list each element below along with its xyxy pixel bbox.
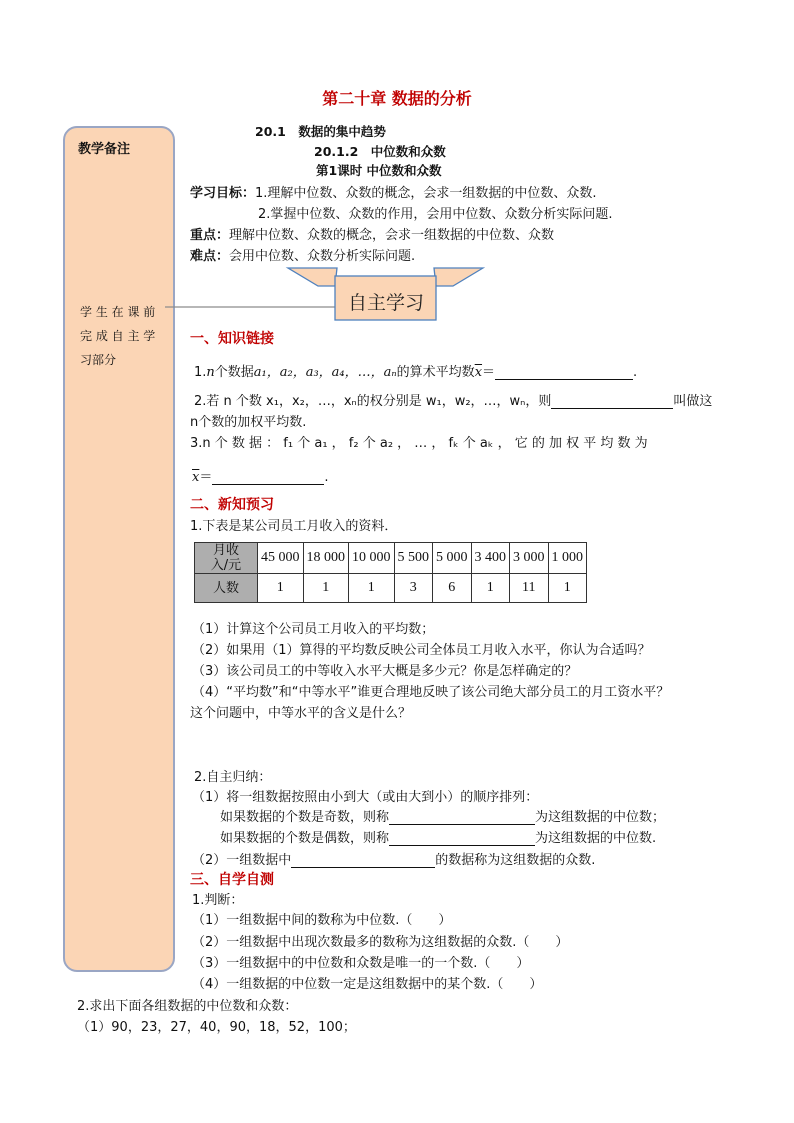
income-cell: 1 000 — [548, 543, 587, 574]
judge-item: （3）一组数据中的中位数和众数是唯一的一个数.（ ） — [192, 956, 530, 971]
question-item: （1）计算这个公司员工月收入的平均数； — [192, 622, 435, 637]
q2-tail: 叫做这 — [673, 394, 713, 409]
objectives-line1 — [190, 182, 597, 201]
mode-post: 的数据称为这组数据的众数. — [435, 853, 596, 868]
table-row — [195, 574, 587, 603]
objectives-label: 学习目标： — [190, 186, 256, 201]
key-text: 理解中位数、众数的概念，会求一组数据的中位数、众数 — [229, 228, 555, 243]
income-cell: 5 500 — [394, 543, 433, 574]
even-blank[interactable] — [389, 831, 535, 846]
count-cell: 1 — [471, 574, 510, 603]
sidebar-note-line: 学 生 在 课 前 — [80, 305, 156, 319]
q1-prefix: 1. — [194, 365, 207, 380]
part1-heading: 一、知识链接 — [190, 331, 274, 347]
count-cell: 1 — [258, 574, 304, 603]
summary-item: （1）将一组数据按照由小到大（或由大到小）的顺序排列： — [192, 790, 539, 805]
part3-heading: 三、自学自测 — [190, 872, 274, 888]
income-cell: 3 400 — [471, 543, 510, 574]
difficulty-label: 难点： — [190, 249, 230, 264]
part1-q2 — [194, 390, 712, 409]
calc-item: （1）90，23，27，40，90，18，52，100； — [77, 1020, 356, 1035]
question-item: （2）如果用（1）算得的平均数反映公司全体员工月收入水平，你认为合适吗？ — [192, 643, 651, 658]
q1-end: . — [633, 365, 638, 380]
sidebar-heading: 教学备注 — [78, 142, 131, 157]
q3-blank[interactable] — [212, 470, 324, 485]
objective-item: 1.理解中位数、众数的概念，会求一组数据的中位数、众数. — [255, 186, 597, 201]
q2-blank[interactable] — [551, 394, 673, 409]
q1-eq: ＝ — [482, 365, 496, 380]
objective-item: 2.掌握中位数、众数的作用，会用中位数、众数分析实际问题. — [258, 207, 613, 222]
q3-xbar: $\overline{x}$ — [192, 470, 200, 485]
table-header-cell — [195, 543, 258, 574]
income-cell: 10 000 — [349, 543, 395, 574]
summary-title: 2.自主归纳： — [194, 770, 272, 785]
sidebar-note-line: 习部分 — [80, 353, 117, 367]
count-cell: 6 — [433, 574, 472, 603]
lesson-heading: 第1课时 中位数和众数 — [316, 163, 442, 178]
sidebar-panel — [63, 126, 175, 972]
odd-post: 为这组数据的中位数； — [535, 810, 666, 825]
part1-q2-line2: n个数的加权平均数. — [190, 415, 307, 430]
count-cell: 3 — [394, 574, 433, 603]
sidebar-note-line: 完 成 自 主 学 — [80, 329, 156, 343]
section-heading: 20.1 数据的集中趋势 — [255, 124, 386, 139]
q1-xbar: $\overline{x}$ — [474, 365, 483, 380]
q1-suffix: 的算术平均数 — [396, 365, 475, 380]
income-cell: 3 000 — [510, 543, 549, 574]
judge-item: （2）一组数据中出现次数最多的数称为这组数据的众数.（ ） — [192, 935, 569, 950]
ribbon-right-icon — [434, 268, 483, 286]
q2-text: 2.若 n 个数 x₁，x₂，…，xₙ的权分别是 w₁，w₂，…，wₙ，则 — [194, 394, 552, 409]
part1-q3: 3.n 个 数 据 ： f₁ 个 a₁ ， f₂ 个 a₂ ， … ， fₖ 个 aₖ ， 它 的 加 权 平 均 数 为 — [190, 436, 648, 451]
count-cell: 1 — [303, 574, 349, 603]
q1-list: a₁，a₂，a₃，a₄，…，aₙ — [253, 365, 397, 380]
summary-mode — [192, 849, 595, 868]
q1-n: n — [206, 365, 215, 380]
income-cell: 5 000 — [433, 543, 472, 574]
part2-intro: 1.下表是某公司员工月收入的资料． — [190, 519, 398, 534]
banner-text: 自主学习 — [347, 292, 424, 314]
odd-blank[interactable] — [389, 810, 535, 825]
even-pre: 如果数据的个数是偶数，则称 — [220, 831, 390, 846]
page-title: 第二十章 数据的分析 — [322, 89, 472, 108]
mode-blank[interactable] — [291, 853, 435, 868]
part1-q3-line2 — [192, 466, 329, 485]
sidebar-note — [80, 300, 155, 372]
summary-odd — [220, 806, 665, 825]
mode-pre: （2）一组数据中 — [192, 853, 292, 868]
income-cell: 18 000 — [303, 543, 349, 574]
calc-title: 2.求出下面各组数据的中位数和众数： — [77, 999, 298, 1014]
count-cell: 11 — [510, 574, 549, 603]
key-label: 重点： — [190, 228, 230, 243]
question-item: 这个问题中，中等水平的含义是什么？ — [190, 706, 412, 721]
question-item: （4）“平均数”和“中等水平”谁更合理地反映了该公司绝大部分员工的月工资水平？ — [192, 685, 670, 700]
summary-even — [220, 827, 656, 846]
judge-title: 1.判断： — [192, 893, 244, 908]
table-row — [195, 543, 587, 574]
even-post: 为这组数据的中位数. — [535, 831, 657, 846]
subsection-heading: 20.1.2 中位数和众数 — [314, 144, 446, 159]
income-cell: 45 000 — [258, 543, 304, 574]
q1-text: 个数据 — [214, 365, 254, 380]
q1-blank[interactable] — [495, 365, 633, 380]
banner-graphic — [165, 262, 485, 326]
header-line: 入/元 — [210, 558, 242, 573]
count-cell: 1 — [548, 574, 587, 603]
count-cell: 1 — [349, 574, 395, 603]
ribbon-left-icon — [288, 268, 337, 286]
part1-q1 — [194, 361, 637, 380]
income-table — [194, 542, 587, 603]
q3-end: . — [324, 470, 329, 485]
judge-item: （1）一组数据中间的数称为中位数.（ ） — [192, 913, 452, 928]
q3-eq: ＝ — [199, 470, 213, 485]
judge-item: （4）一组数据的中位数一定是这组数据中的某个数.（ ） — [192, 977, 543, 992]
difficulty-text: 会用中位数、众数分析实际问题. — [229, 249, 416, 264]
question-item: （3）该公司员工的中等收入水平大概是多少元？你是怎样确定的？ — [192, 664, 578, 679]
count-label-cell: 人数 — [195, 574, 258, 603]
key-point — [190, 224, 554, 243]
part2-heading: 二、新知预习 — [190, 497, 274, 513]
odd-pre: 如果数据的个数是奇数，则称 — [220, 810, 390, 825]
header-line: 月收 — [212, 543, 239, 558]
